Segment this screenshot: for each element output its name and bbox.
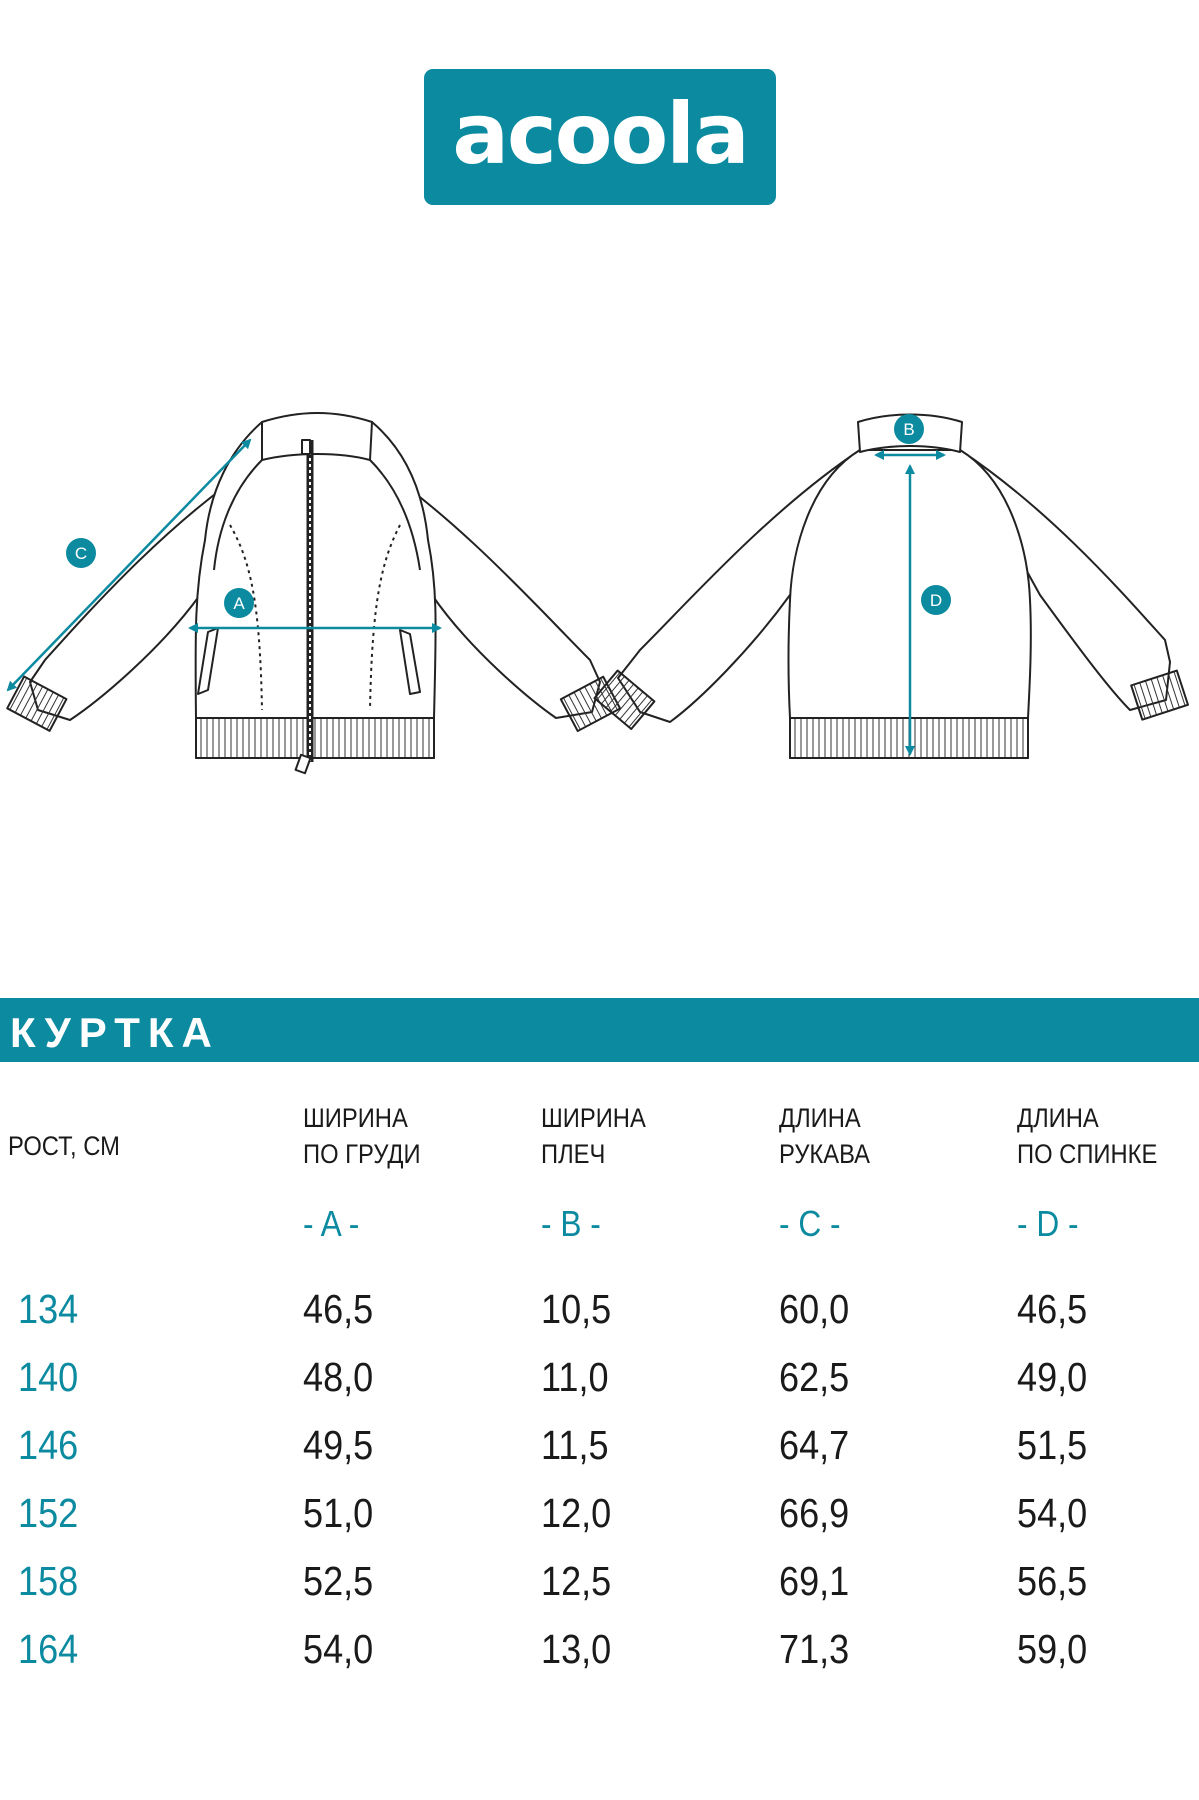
table-row — [0, 1352, 1199, 1402]
column-header-d-line2: ПО СПИНКЕ — [1017, 1139, 1158, 1169]
row-value-c: 69,1 — [779, 1558, 850, 1604]
column-code-d: - D - — [1017, 1203, 1079, 1244]
column-code-a: - A - — [303, 1203, 360, 1244]
column-header-a-line2: ПО ГРУДИ — [303, 1139, 421, 1169]
label-a-text: A — [233, 594, 245, 613]
jacket-technical-drawing — [0, 400, 1199, 800]
row-value-a: 46,5 — [303, 1286, 374, 1332]
row-value-a: 51,0 — [303, 1490, 374, 1536]
table-title-band — [0, 998, 1199, 1062]
height-header: РОСТ, СМ — [8, 1131, 120, 1161]
column-header-c-line2: РУКАВА — [779, 1139, 871, 1169]
row-value-c: 62,5 — [779, 1354, 850, 1400]
front-view — [7, 413, 620, 773]
row-value-d: 59,0 — [1017, 1626, 1088, 1672]
label-b — [894, 414, 924, 444]
row-value-a: 49,5 — [303, 1422, 374, 1468]
label-d — [921, 585, 951, 615]
brand-logo — [424, 69, 776, 205]
table-row — [0, 1624, 1199, 1674]
label-c — [66, 538, 96, 568]
column-code-b: - B - — [541, 1203, 601, 1244]
row-value-c: 64,7 — [779, 1422, 850, 1468]
row-height: 146 — [18, 1422, 79, 1468]
row-height: 164 — [18, 1626, 79, 1672]
label-a — [224, 588, 254, 618]
row-height: 134 — [18, 1286, 79, 1332]
row-value-d: 51,5 — [1017, 1422, 1088, 1468]
column-header-d — [1017, 1100, 1157, 1172]
row-value-c: 60,0 — [779, 1286, 850, 1332]
column-header-b-line2: ПЛЕЧ — [541, 1139, 606, 1169]
column-header-b-line1: ШИРИНА — [541, 1103, 646, 1133]
row-value-a: 48,0 — [303, 1354, 374, 1400]
label-d-text: D — [929, 591, 943, 610]
column-header-c-line1: ДЛИНА — [779, 1103, 861, 1133]
row-value-c: 66,9 — [779, 1490, 850, 1536]
row-height: 140 — [18, 1354, 79, 1400]
row-height: 158 — [18, 1558, 79, 1604]
table-row — [0, 1284, 1199, 1334]
column-header-d-line1: ДЛИНА — [1017, 1103, 1099, 1133]
table-title: КУРТКА — [10, 1009, 220, 1056]
back-view — [594, 415, 1187, 759]
row-value-b: 11,5 — [541, 1422, 609, 1468]
column-code-c: - C - — [779, 1203, 841, 1244]
table-row — [0, 1488, 1199, 1538]
table-row — [0, 1420, 1199, 1470]
row-value-b: 11,0 — [541, 1354, 609, 1400]
label-c-text: C — [74, 544, 88, 563]
row-value-b: 13,0 — [541, 1626, 612, 1672]
column-header-b — [541, 1100, 646, 1172]
row-value-a: 52,5 — [303, 1558, 374, 1604]
row-value-b: 12,5 — [541, 1558, 612, 1604]
row-value-b: 10,5 — [541, 1286, 612, 1332]
row-value-a: 54,0 — [303, 1626, 374, 1672]
table-row — [0, 1556, 1199, 1606]
row-value-b: 12,0 — [541, 1490, 612, 1536]
row-value-c: 71,3 — [779, 1626, 850, 1672]
row-value-d: 46,5 — [1017, 1286, 1088, 1332]
row-value-d: 54,0 — [1017, 1490, 1088, 1536]
label-b-text: B — [903, 420, 915, 439]
column-header-a-line1: ШИРИНА — [303, 1103, 408, 1133]
row-value-d: 56,5 — [1017, 1558, 1088, 1604]
row-value-d: 49,0 — [1017, 1354, 1088, 1400]
row-height: 152 — [18, 1490, 79, 1536]
brand-logo-text: acoola — [452, 85, 748, 183]
column-header-c — [779, 1100, 870, 1172]
column-header-a — [303, 1100, 421, 1172]
